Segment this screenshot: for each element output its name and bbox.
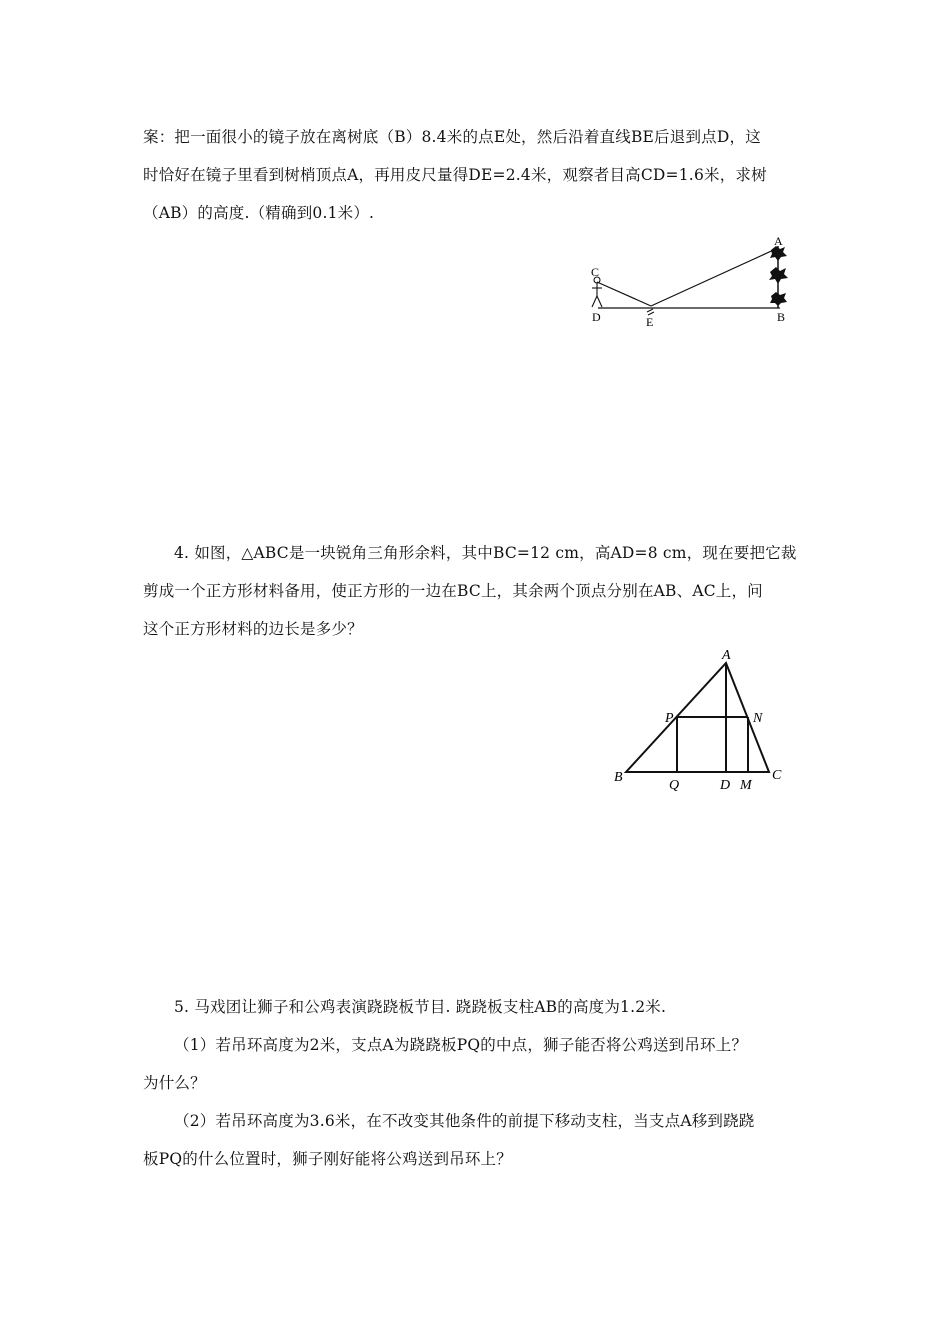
label-m: M — [740, 778, 752, 793]
triangle-square-figure — [610, 643, 790, 793]
problem5-line-3: 为什么？ — [143, 1074, 206, 1092]
label-a: A — [774, 234, 783, 248]
problem3-line-2: 时恰好在镜子里看到树梢顶点A，再用皮尺量得DE=2.4米，观察者目高CD=1.6米，求树 — [143, 166, 767, 184]
label-q: Q — [669, 778, 680, 793]
problem5-line-2: （1）若吊环高度为2米，支点A为跷跷板PQ的中点，狮子能否将公鸡送到吊环上？ — [174, 1036, 748, 1054]
label-b: B — [614, 770, 623, 785]
problem3-line-3: （AB）的高度.（精确到0.1米）. — [143, 204, 375, 222]
label-c: C — [772, 768, 782, 783]
problem4-line-1: 4. 如图，△ABC是一块锐角三角形余料，其中BC=12 cm，高AD=8 cm，现在要把它裁 — [174, 544, 797, 562]
sight-line-ea — [651, 248, 778, 306]
label-d: D — [592, 310, 601, 324]
label-c: C — [591, 265, 600, 279]
problem4-line-2: 剪成一个正方形材料备用，使正方形的一边在BC上，其余两个顶点分别在AB、AC上，问 — [143, 582, 763, 600]
tree-icon — [769, 246, 788, 308]
problem5-line-1: 5. 马戏团让狮子和公鸡表演跷跷板节目. 跷跷板支柱AB的高度为1.2米. — [174, 998, 667, 1016]
label-p: P — [665, 711, 674, 726]
mirror-tree-figure — [585, 232, 805, 332]
problem4-line-3: 这个正方形材料的边长是多少？ — [143, 620, 363, 638]
problem5-line-4: （2）若吊环高度为3.6米，在不改变其他条件的前提下移动支柱，当支点A移到跷跷 — [174, 1112, 755, 1130]
problem5-line-5: 板PQ的什么位置时，狮子刚好能将公鸡送到吊环上？ — [143, 1150, 512, 1168]
label-d: D — [720, 778, 731, 793]
label-a: A — [722, 648, 731, 663]
observer-icon — [592, 277, 602, 307]
label-b: B — [777, 310, 786, 324]
problem3-line-1: 案：把一面很小的镜子放在离树底（B）8.4米的点E处，然后沿着直线BE后退到点D，这 — [143, 128, 761, 146]
sight-line-ce — [597, 282, 651, 306]
label-e: E — [646, 315, 654, 329]
label-n: N — [753, 711, 763, 726]
